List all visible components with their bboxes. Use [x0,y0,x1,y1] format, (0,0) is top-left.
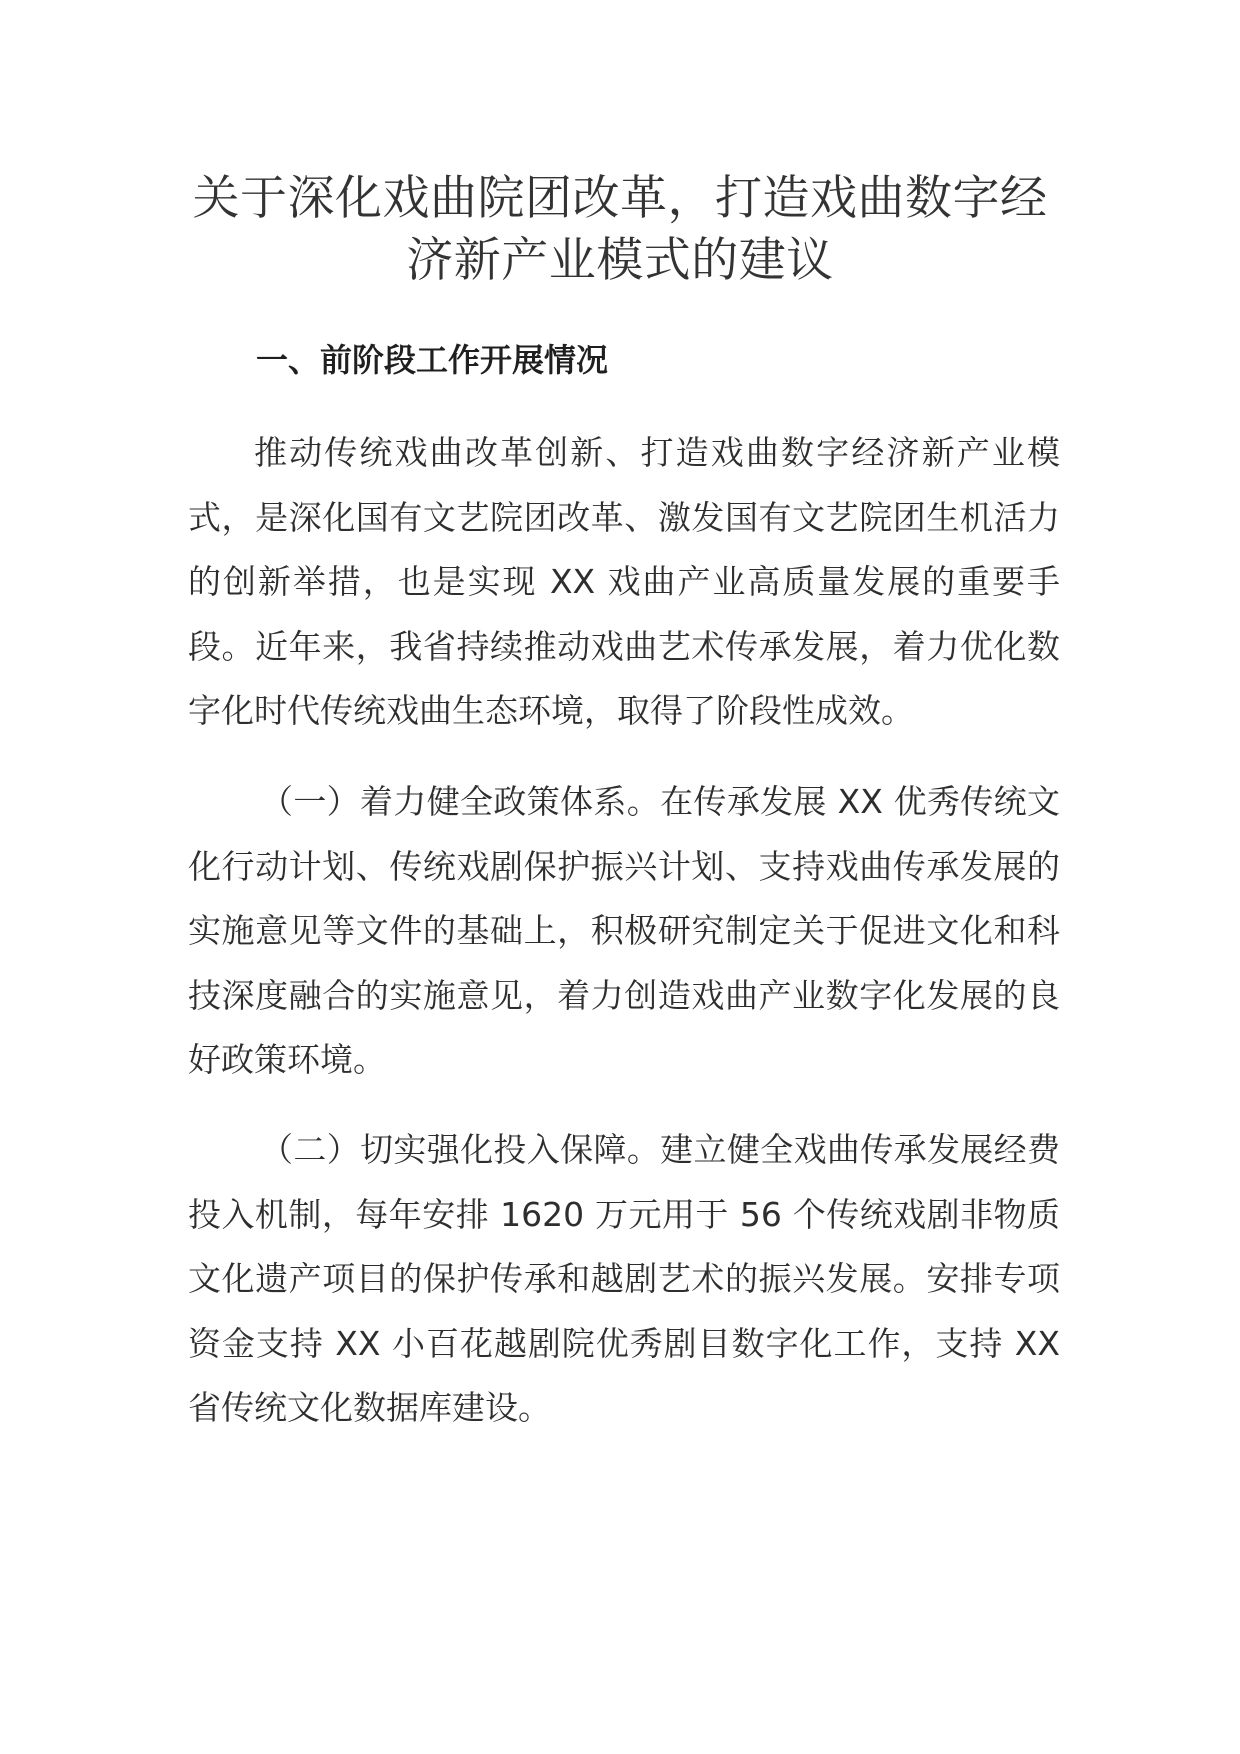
section-heading: 一、前阶段工作开展情况 [256,341,609,379]
body-paragraph: 推动传统戏曲改革创新、打造戏曲数字经济新产业模式，是深化国有文艺院团改革、激发国有文艺院团生机活力的创新举措，也是实现 XX 戏曲产业高质量发展的重要手段。近年来，我省持续推动戏曲艺术传承发展，着力优化数字化时代传统戏曲生态环境，取得了阶段性成效。 [188,433,1060,730]
document-title: 关于深化戏曲院团改革，打造戏曲数字经济新产业模式的建议 [192,171,1048,288]
body-paragraph: （二）切实强化投入保障。建立健全戏曲传承发展经费投入机制，每年安排 1620 万元用于 56 个传统戏剧非物质文化遗产项目的保护传承和越剧艺术的振兴发展。安排专项资金支持 XX 小百花越剧院优秀剧目数字化工作，支持 XX 省传统文化数据库建设。 [188,1130,1060,1427]
body-paragraph: （一）着力健全政策体系。在传承发展 XX 优秀传统文化行动计划、传统戏剧保护振兴计划、支持戏曲传承发展的实施意见等文件的基础上，积极研究制定关于促进文化和科技深度融合的实施意见，着力创造戏曲产业数字化发展的良好政策环境。 [188,782,1060,1079]
